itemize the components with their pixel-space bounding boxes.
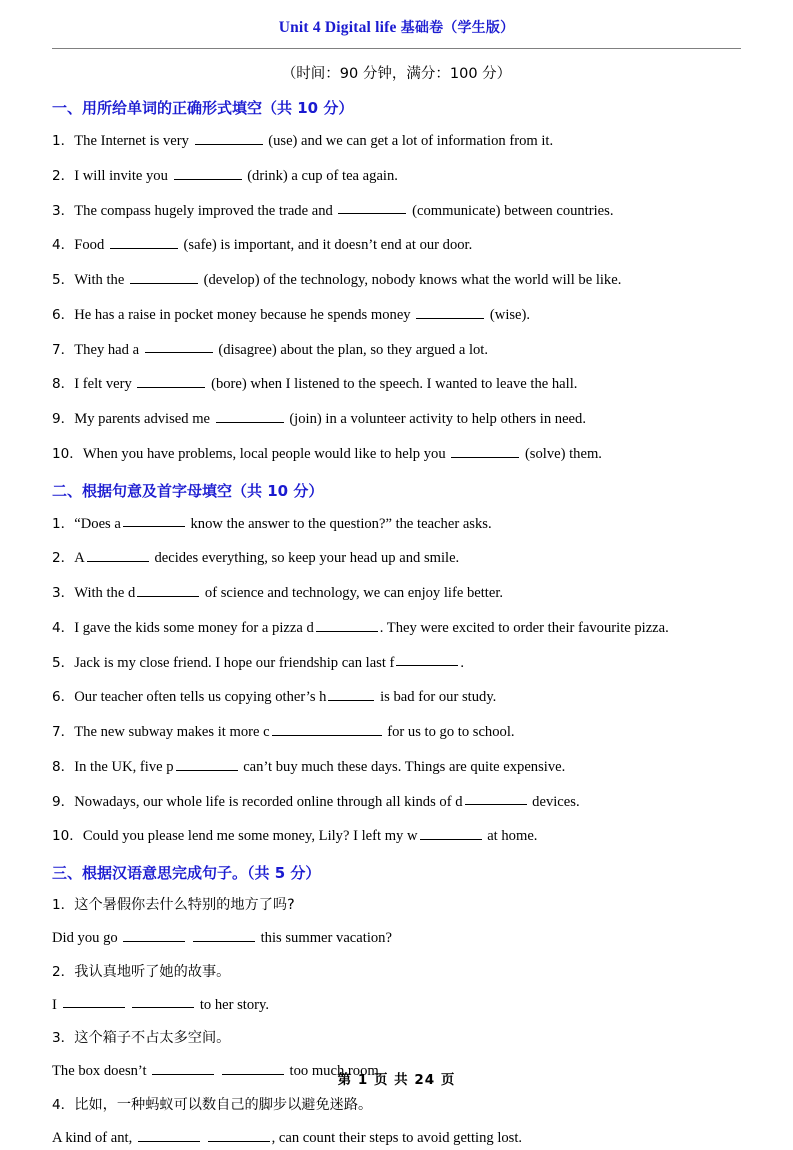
answer-blank[interactable] [137, 582, 199, 597]
question-text-before: My parents advised me [74, 410, 214, 427]
answer-blank[interactable] [416, 304, 484, 319]
question-text-after: can’t buy much these days. Things are quite expensive. [239, 758, 566, 775]
question-text-before: With the [74, 271, 128, 288]
question-text-after: (disagree) about the plan, so they argued a lot. [214, 341, 489, 358]
question-text-after: know the answer to the question?” the teacher asks. [186, 515, 492, 532]
question-text-before: The compass hugely improved the trade and [74, 202, 337, 219]
question-text-before: He has a raise in pocket money because he spends money [74, 306, 415, 323]
question-number: 10． [52, 445, 83, 462]
answer-blank[interactable] [208, 1127, 270, 1142]
section-heading-2 [52, 480, 741, 501]
answer-blank[interactable] [193, 927, 255, 942]
section-1-title: 一、用所给单词的正确形式填空 [52, 99, 263, 117]
question-text-after: (wise). [486, 306, 531, 323]
question-text-after: . [460, 654, 465, 671]
title-cn: 基础卷（学生版） [400, 20, 515, 36]
question-text-before: Could you please lend me some money, Lily? I left my w [82, 828, 418, 845]
answer-blank[interactable] [195, 130, 263, 145]
section-3-score: （共 5 分） [247, 864, 321, 882]
question-number: 8． [52, 376, 75, 393]
question-row [52, 513, 741, 536]
translation-answer-line [52, 994, 741, 1017]
question-text-after: , can count their steps to avoid getting lost. [271, 1129, 523, 1146]
question-text-before: A [74, 550, 85, 567]
page-title [52, 0, 741, 37]
question-text-after: devices. [528, 793, 580, 810]
translation-prompt [52, 1028, 741, 1050]
question-text-mid [202, 1130, 206, 1146]
question-row [52, 686, 741, 709]
question-number: 7． [52, 723, 75, 740]
question-number: 3． [52, 584, 75, 601]
question-text-after: this summer vacation? [256, 929, 392, 946]
answer-blank[interactable] [272, 721, 382, 736]
question-row [52, 547, 741, 570]
question-number: 4． [52, 619, 75, 636]
question-row [52, 825, 741, 848]
question-row [52, 756, 741, 779]
answer-blank[interactable] [316, 617, 378, 632]
question-text-before: The new subway makes it more c [74, 723, 270, 740]
section-heading-3 [52, 862, 741, 883]
question-number: 10． [52, 828, 83, 845]
question-number: 1． [52, 897, 75, 913]
question-text-after: (use) and we can get a lot of information from it. [264, 132, 554, 149]
answer-blank[interactable] [451, 443, 519, 458]
answer-blank[interactable] [174, 165, 242, 180]
question-text-after: . They were excited to order their favourite pizza. [379, 619, 669, 636]
question-text-before: The box doesn’t [52, 1063, 151, 1080]
answer-blank[interactable] [328, 686, 374, 701]
question-text-mid [127, 996, 131, 1012]
question-text-after: (develop) of the technology, nobody knows what the world will be like. [199, 271, 622, 288]
question-text-before: I gave the kids some money for a pizza d [74, 619, 314, 636]
answer-blank[interactable] [130, 269, 198, 284]
question-text-before: I [52, 996, 61, 1013]
section-2-title: 二、根据句意及首字母填空 [52, 481, 233, 500]
answer-blank[interactable] [216, 408, 284, 423]
question-number: 6． [52, 689, 75, 706]
answer-blank[interactable] [87, 547, 149, 562]
section-heading-1 [52, 97, 741, 118]
answer-blank[interactable] [123, 927, 185, 942]
answer-blank[interactable] [110, 234, 178, 249]
question-row [52, 443, 741, 466]
question-text-after: is bad for our study. [376, 689, 497, 706]
question-row [52, 339, 741, 362]
answer-blank[interactable] [138, 1127, 200, 1142]
answer-blank[interactable] [63, 994, 125, 1009]
answer-blank[interactable] [132, 994, 194, 1009]
question-text-cn: 比如，一种蚂蚁可以数自己的脚步以避免迷路。 [74, 1096, 373, 1113]
question-text-before: Food [74, 237, 108, 254]
question-number: 8． [52, 758, 75, 775]
question-text-after: (safe) is important, and it doesn’t end at our door. [179, 237, 473, 254]
question-number: 7． [52, 341, 75, 358]
question-text-before: When you have problems, local people would like to help you [82, 445, 450, 462]
answer-blank[interactable] [145, 339, 213, 354]
question-text-before: Nowadays, our whole life is recorded online through all kinds of d [74, 793, 463, 810]
question-row [52, 234, 741, 257]
section-1-questions [52, 130, 741, 466]
question-number: 3． [52, 1030, 75, 1047]
question-text-before: They had a [74, 341, 143, 358]
question-row [52, 582, 741, 605]
question-number: 5． [52, 271, 75, 288]
question-text-cn: 这个暑假你去什么特别的地方了吗? [74, 897, 295, 913]
question-number: 4． [52, 237, 75, 254]
question-row [52, 652, 741, 675]
question-row [52, 200, 741, 223]
question-number: 2． [52, 963, 75, 980]
question-text-before: The Internet is very [74, 132, 193, 149]
question-number: 9． [52, 793, 75, 810]
question-text-after: to her story. [196, 996, 269, 1013]
question-text-after: decides everything, so keep your head up and smile. [150, 550, 460, 567]
question-text-after: for us to go to school. [383, 723, 515, 740]
question-number: 1． [52, 132, 75, 149]
question-number: 9． [52, 410, 75, 427]
header-divider [52, 48, 741, 49]
question-number: 1． [52, 515, 75, 532]
answer-blank[interactable] [465, 791, 527, 806]
translation-prompt [52, 895, 741, 917]
question-text-after: (bore) when I listened to the speech. I wanted to leave the hall. [207, 376, 578, 393]
exam-info: （时间：90 分钟，满分：100 分） [281, 66, 512, 82]
page-footer: 第 1 页 共 24 页 [337, 1072, 456, 1088]
translation-prompt [52, 962, 741, 984]
answer-blank[interactable] [396, 652, 458, 667]
question-row [52, 791, 741, 814]
question-text-before: In the UK, five p [74, 758, 174, 775]
answer-blank[interactable] [137, 373, 205, 388]
question-text-before: Our teacher often tells us copying other’s h [74, 689, 327, 706]
question-text-after: (join) in a volunteer activity to help others in need. [285, 410, 586, 427]
answer-blank[interactable] [420, 825, 482, 840]
section-2-score: （共 10 分） [232, 481, 324, 500]
question-text-before: Did you go [52, 929, 122, 946]
question-row [52, 269, 741, 292]
question-text-after: (drink) a cup of tea again. [243, 167, 398, 184]
question-text-cn: 这个箱子不占太多空间。 [74, 1030, 231, 1047]
question-text-before: I will invite you [74, 167, 172, 184]
question-row [52, 165, 741, 188]
question-number: 6． [52, 306, 75, 323]
section-2-questions [52, 513, 741, 849]
translation-answer-line [52, 1127, 741, 1150]
question-text-after: (solve) them. [521, 445, 602, 462]
question-text-after: (communicate) between countries. [408, 202, 614, 219]
question-row [52, 130, 741, 153]
question-text-before: “Does a [74, 515, 121, 532]
question-row [52, 617, 741, 640]
question-text-before: Jack is my close friend. I hope our friendship can last f [74, 654, 395, 671]
question-number: 2． [52, 167, 75, 184]
question-number: 4． [52, 1096, 75, 1113]
answer-blank[interactable] [176, 756, 238, 771]
answer-blank[interactable] [123, 513, 185, 528]
question-row [52, 304, 741, 327]
title-en: Unit 4 Digital life [278, 19, 397, 36]
answer-blank[interactable] [338, 200, 406, 215]
question-text-before: With the d [74, 584, 136, 601]
question-text-mid [187, 930, 191, 946]
question-text-before: A kind of ant, [52, 1129, 136, 1146]
question-number: 5． [52, 654, 75, 671]
translation-prompt [52, 1095, 741, 1117]
question-row [52, 408, 741, 431]
question-text-after: at home. [483, 828, 538, 845]
question-number: 2． [52, 550, 75, 567]
question-row [52, 373, 741, 396]
question-text-after: of science and technology, we can enjoy life better. [201, 584, 504, 601]
question-number: 3． [52, 202, 75, 219]
question-text-after: too much room. [285, 1063, 383, 1080]
translation-answer-line [52, 927, 741, 950]
section-3-questions [52, 895, 741, 1150]
section-1-score: （共 10 分） [262, 99, 354, 117]
question-text-cn: 我认真地听了她的故事。 [74, 963, 231, 980]
section-3-title: 三、根据汉语意思完成句子。 [52, 864, 248, 882]
question-text-before: I felt very [74, 376, 136, 393]
question-row [52, 721, 741, 744]
